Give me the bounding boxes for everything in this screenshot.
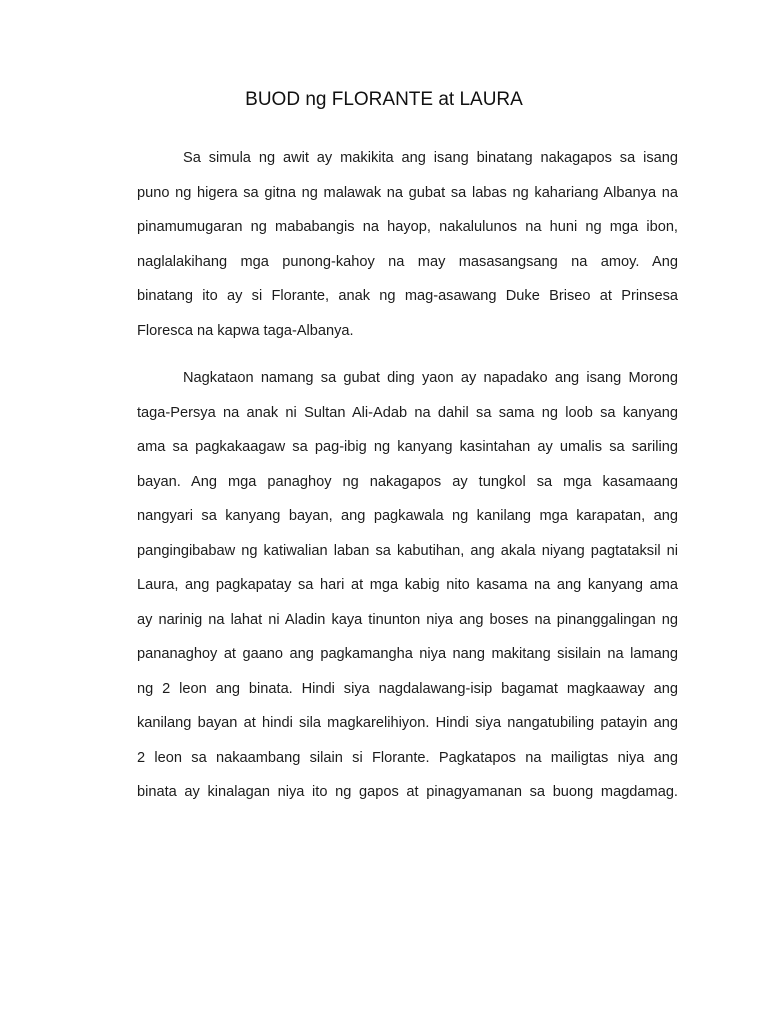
paragraph-line: Floresca na kapwa taga-Albanya. <box>137 322 354 339</box>
paragraph-line: ay narinig na lahat ni Aladin kaya tinunton niya ang boses na pinanggalingan ng <box>137 611 678 628</box>
paragraph-line: taga-Persya na anak ni Sultan Ali-Adab na dahil sa sama ng loob sa kanyang <box>137 404 678 421</box>
paragraph-line: Laura, ang pagkapatay sa hari at mga kabig nito kasama na ang kanyang ama <box>137 577 678 593</box>
paragraph-line: ama sa pagkakaagaw sa pag-ibig ng kanyang kasintahan ay umalis sa sariling <box>137 439 678 455</box>
paragraph-1 <box>137 141 678 348</box>
document-title: BUOD ng FLORANTE at LAURA <box>245 89 523 110</box>
paragraph-line: kanilang bayan at hindi sila magkarelihiyon. Hindi siya nangatubiling patayin ang <box>137 715 678 731</box>
paragraph-line: Sa simula ng awit ay makikita ang isang binatang nakagapos sa isang <box>183 150 678 166</box>
paragraph-line: pinamumugaran ng mababangis na hayop, nakalulunos na huni ng mga ibon, <box>137 219 678 235</box>
paragraph-line: ng 2 leon ang binata. Hindi siya nagdalawang-isip bagamat magkaaway ang <box>137 680 678 697</box>
paragraph-line: pangingibabaw ng katiwalian laban sa kabutihan, ang akala niyang pagtataksil ni <box>137 542 678 559</box>
paragraph-line: puno ng higera sa gitna ng malawak na gubat sa labas ng kahariang Albanya na <box>137 184 678 201</box>
paragraph-line: bayan. Ang mga panaghoy ng nakagapos ay tungkol sa mga kasamaang <box>137 473 678 490</box>
paragraph-line: naglalakihang mga punong-kahoy na may masasangsang na amoy. Ang <box>137 253 678 270</box>
paragraph-line: pananaghoy at gaano ang pagkamangha niya nang makitang sisilain na lamang <box>137 646 678 662</box>
paragraph-line: 2 leon sa nakaambang silain si Florante. Pagkatapos na mailigtas niya ang <box>137 749 678 766</box>
paragraph-line: binatang ito ay si Florante, anak ng mag-asawang Duke Briseo at Prinsesa <box>137 288 678 304</box>
paragraph-line: Nagkataon namang sa gubat ding yaon ay napadako ang isang Morong <box>183 370 678 386</box>
paragraph-line: nangyari sa kanyang bayan, ang pagkawala ng kanilang mga karapatan, ang <box>137 508 678 524</box>
paragraph-line: binata ay kinalagan niya ito ng gapos at pinagyamanan sa buong magdamag. <box>137 784 678 800</box>
paragraph-2 <box>137 361 678 810</box>
